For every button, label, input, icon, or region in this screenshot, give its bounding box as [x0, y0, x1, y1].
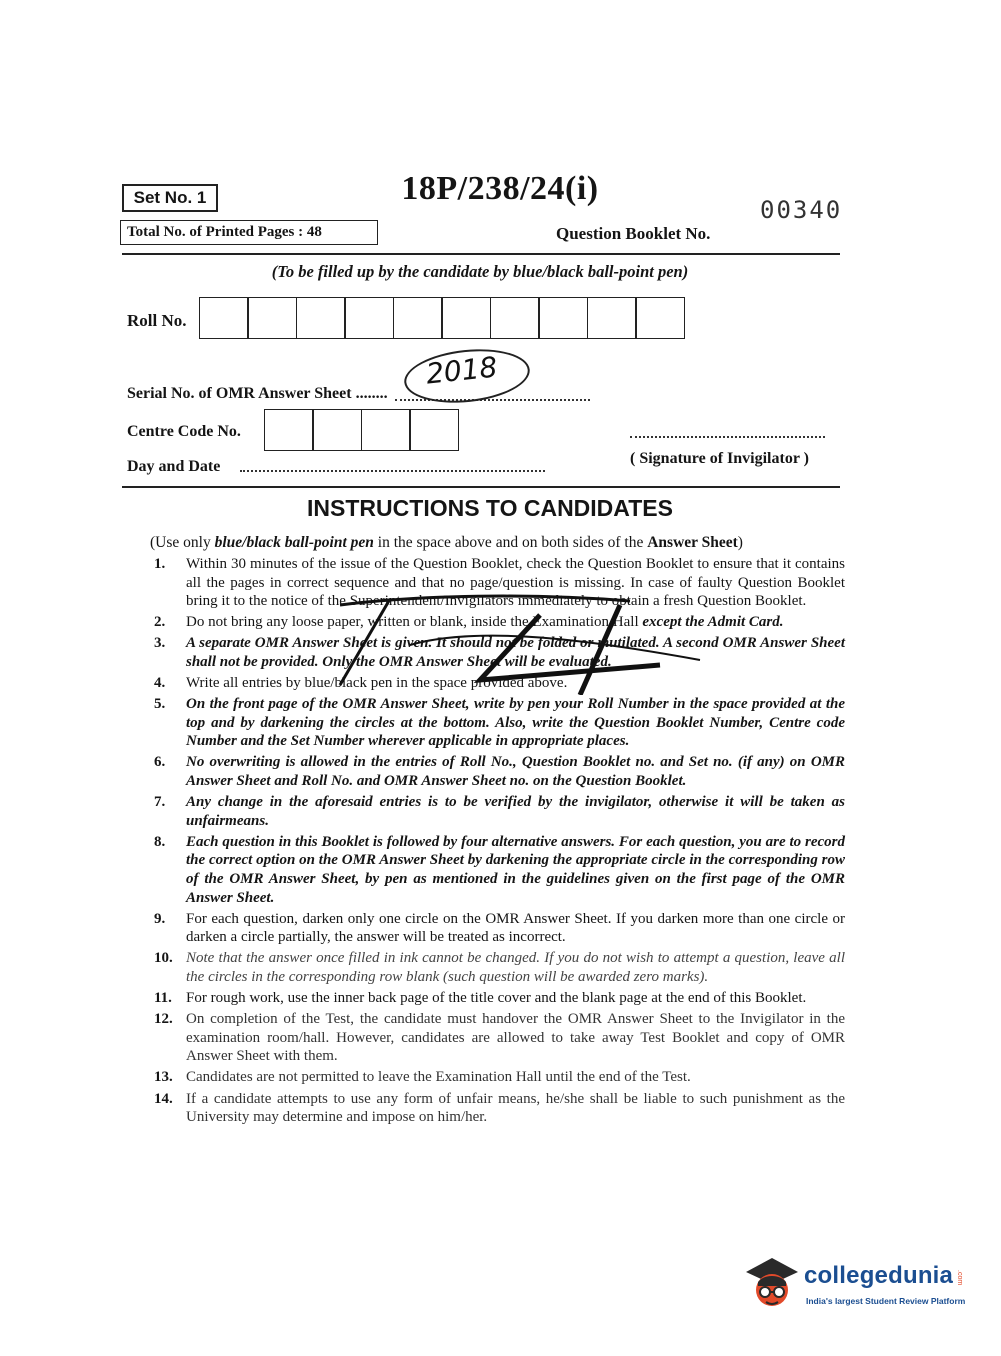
- instruction-number: 5.: [154, 696, 166, 713]
- paper-code: 18P/238/24(i): [401, 170, 599, 207]
- handwritten-mark-icon: [330, 585, 710, 695]
- instruction-text: Candidates are not permitted to leave the Examination Hall until the end of the Test.: [186, 1069, 691, 1086]
- centre-code-label: Centre Code No.: [127, 423, 241, 440]
- instruction-number: 1.: [154, 556, 166, 572]
- brand-tld: .com: [956, 1270, 963, 1286]
- roll-no-cell[interactable]: [247, 297, 297, 339]
- signature-line[interactable]: [630, 436, 825, 438]
- total-pages-box: [120, 220, 378, 245]
- roll-no-grid[interactable]: [200, 297, 685, 339]
- roll-no-cell[interactable]: [344, 297, 394, 339]
- instruction-text: Within 30 minutes of the issue of the Question Booklet, check the Question Booklet to ensure that it contains all the pages in correct sequence and that no page/question is missing. In case of faulty Question Booklet bring it to the notice of the Superintendent/Invigilators immediately to obtain a fresh Question Booklet.: [186, 556, 845, 610]
- instruction-item: [150, 793, 845, 830]
- instruction-text: Do not bring any loose paper, written or blank, inside the Examination Hall except the Admit Card.: [186, 614, 784, 631]
- signature-label: ( Signature of Invigilator ): [630, 450, 809, 467]
- roll-no-cell[interactable]: [441, 297, 491, 339]
- instructions-heading: INSTRUCTIONS TO CANDIDATES: [307, 495, 673, 521]
- instruction-emphasis: except the Admit Card.: [642, 614, 784, 631]
- centre-code-cell[interactable]: [312, 409, 362, 451]
- instruction-text: On completion of the Test, the candidate must handover the OMR Answer Sheet to the Invigilator in the examination room/hall. However, candidates are allowed to take away Test Booklet and copy of OMR Answer Sheet with them.: [186, 1011, 845, 1065]
- brand-name: collegedunia: [804, 1262, 954, 1289]
- roll-no-label: Roll No.: [127, 311, 187, 330]
- collegedunia-logo-icon: [742, 1252, 802, 1312]
- instruction-text: Each question in this Booklet is followed by four alternative answers. For each question, you are to record the correct option on the OMR Answer Sheet by darkening the appropriate circle in the corresponding row of the OMR Answer Sheet, by pen as mentioned in the guidelines given on the first page of the OMR Answer Sheet.: [186, 833, 845, 906]
- instruction-number: 3.: [154, 635, 166, 652]
- instruction-text: On the front page of the OMR Answer Sheet, write by pen your Roll Number in the space provided at the top and by darkening the circles at the bottom. Also, write the Question Booklet Number, Centre code Number and the Set Number wherever applicable in appropriate places.: [186, 696, 845, 750]
- instruction-number: 9.: [154, 910, 166, 927]
- roll-no-cell[interactable]: [199, 297, 249, 339]
- roll-no-cell[interactable]: [538, 297, 588, 339]
- roll-no-cell[interactable]: [393, 297, 443, 339]
- set-number-box: [122, 184, 218, 212]
- centre-code-grid[interactable]: [265, 409, 459, 451]
- instruction-text: If a candidate attempts to use any form of unfair means, he/she shall be liable to such punishment as the University may determine and impose on him/her.: [186, 1090, 845, 1126]
- instruction-number: 14.: [154, 1090, 173, 1107]
- instruction-item: [150, 949, 845, 986]
- instruction-item: [150, 695, 845, 751]
- instruction-text: No overwriting is allowed in the entries of Roll No., Question Booklet no. and Set no. (if any) on OMR Answer Sheet and Roll No. and OMR Answer Sheet no. on the Question Booklet.: [186, 754, 845, 790]
- centre-code-cell[interactable]: [264, 409, 314, 451]
- roll-no-cell[interactable]: [490, 297, 540, 339]
- fill-note: (To be filled up by the candidate by blue/black ball-point pen): [271, 262, 689, 281]
- question-booklet-label: Question Booklet No.: [556, 224, 711, 243]
- instruction-number: 2.: [154, 614, 166, 631]
- instruction-number: 13.: [154, 1069, 173, 1086]
- roll-no-cell[interactable]: [296, 297, 346, 339]
- instruction-text: A separate OMR Answer Sheet is given. It should not be folded or mutilated. A second OMR Answer Sheet shall not be provided. Only the OMR Answer Sheet will be evaluated.: [186, 635, 845, 670]
- total-pages: Total No. of Printed Pages : 48: [127, 224, 322, 240]
- instruction-number: 8.: [154, 833, 166, 850]
- instruction-item: [150, 989, 845, 1008]
- instruction-number: 4.: [154, 675, 166, 692]
- omr-serial-label: Serial No. of OMR Answer Sheet ........: [127, 385, 388, 402]
- day-date-line[interactable]: [240, 470, 545, 472]
- centre-code-cell[interactable]: [409, 409, 459, 451]
- day-date-label: Day and Date: [127, 458, 221, 475]
- form-divider: [122, 486, 840, 488]
- brand-tagline: India's largest Student Review Platform: [806, 1296, 966, 1306]
- instruction-item: [150, 1068, 845, 1087]
- instruction-text: Write all entries by blue/black pen in the space provided above.: [186, 675, 568, 692]
- instruction-text: Note that the answer once filled in ink cannot be changed. If you do not wish to attempt a question, leave all the circles in the corresponding row blank (such question will be awarded zero marks).: [186, 950, 845, 985]
- use-only-note: (Use only blue/black ball-point pen in the space above and on both sides of the Answer Sheet): [150, 534, 743, 551]
- set-number: Set No. 1: [133, 188, 207, 207]
- roll-no-cell[interactable]: [635, 297, 685, 339]
- instruction-number: 10.: [154, 950, 173, 967]
- instruction-text: For rough work, use the inner back page of the title cover and the blank page at the end of this Booklet.: [186, 990, 807, 1007]
- instruction-item: [150, 1010, 845, 1066]
- header-divider: [122, 253, 840, 255]
- instruction-item: [150, 1090, 845, 1127]
- instruction-text: Any change in the aforesaid entries is to be verified by the invigilator, otherwise it will be taken as unfairmeans.: [186, 794, 845, 829]
- question-booklet-number: 00340: [760, 196, 843, 224]
- centre-code-cell[interactable]: [361, 409, 411, 451]
- instruction-number: 11.: [154, 990, 172, 1007]
- instruction-item: [150, 833, 845, 907]
- instruction-number: 7.: [154, 794, 166, 811]
- omr-serial-handwritten: 2018: [424, 350, 499, 391]
- roll-no-cell[interactable]: [587, 297, 637, 339]
- omr-serial-line[interactable]: [395, 399, 590, 401]
- instruction-item: [150, 753, 845, 790]
- instruction-item: [150, 910, 845, 947]
- instruction-number: 12.: [154, 1011, 173, 1028]
- instruction-number: 6.: [154, 754, 166, 771]
- instruction-text: For each question, darken only one circle on the OMR Answer Sheet. If you darken more than one circle or darken a circle partially, the answer will be treated as incorrect.: [186, 910, 845, 946]
